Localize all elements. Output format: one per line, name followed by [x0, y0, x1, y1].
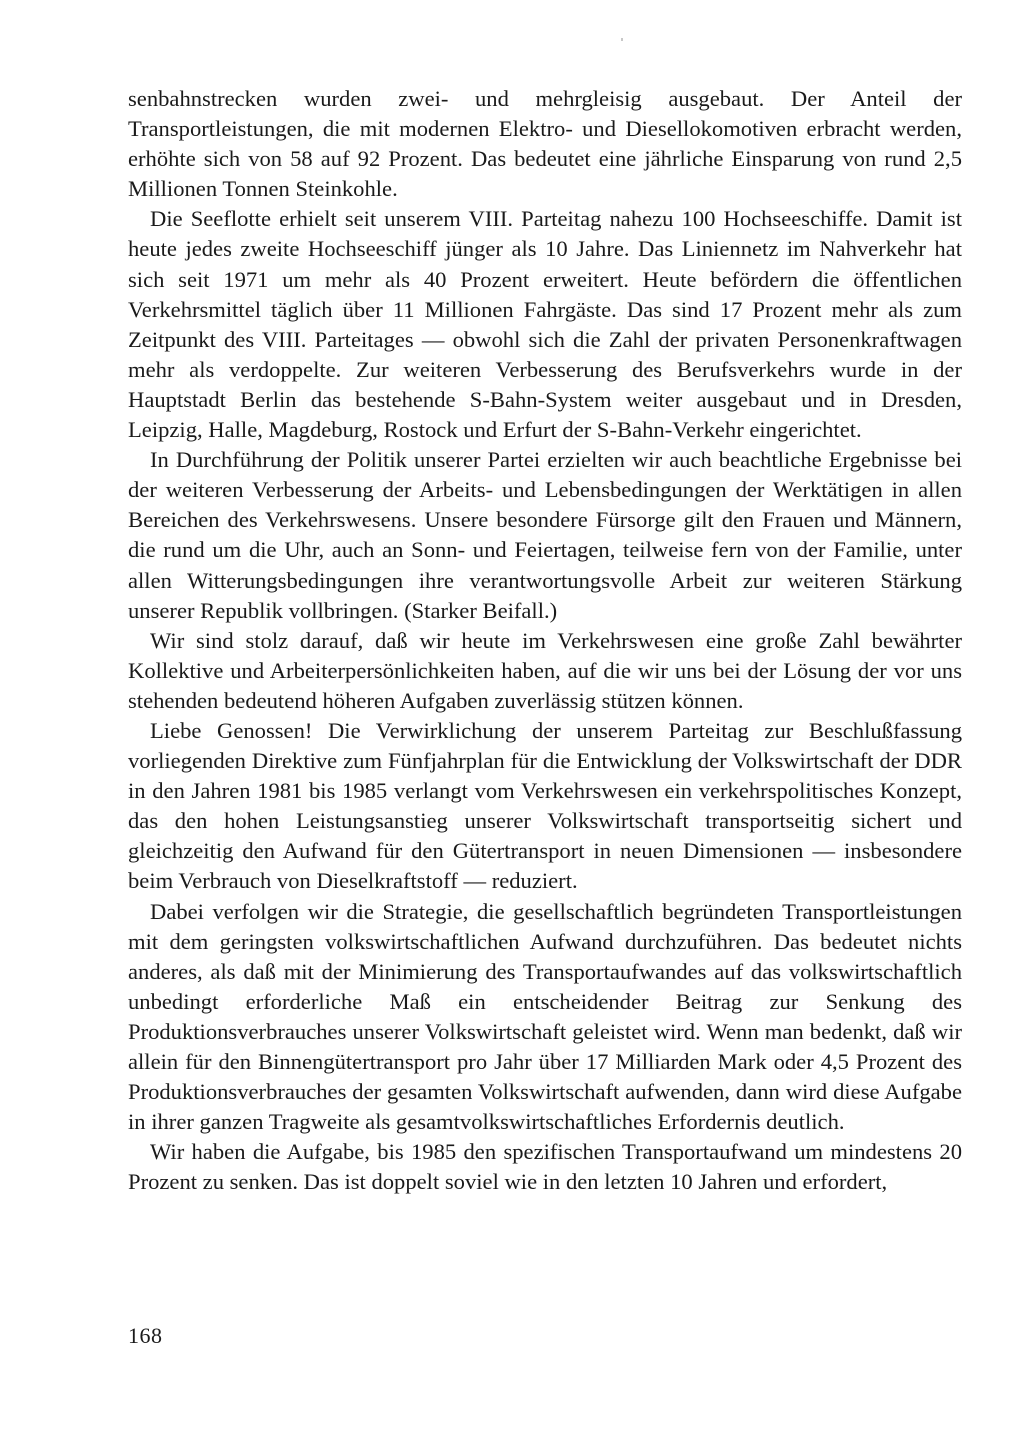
scan-speck [621, 38, 623, 41]
paragraph-5: Liebe Genossen! Die Verwirklichung der unserem Parteitag zur Beschlußfassung vorliegenden Direktive zum Fünfjahrplan für die Entwicklung der Volkswirtschaft der DDR in den Jahren 1981 bis 1985 verlangt vom Verkehrswesen ein verkehrspolitisches Konzept, das den hohen Leistungsanstieg unserer Volkswirtschaft transportseitig sichert und gleichzeitig den Aufwand für den Gütertransport in neuen Dimensionen — insbesondere beim Verbrauch von Dieselkraftstoff — reduziert. [128, 717, 962, 894]
paragraph-7: Wir haben die Aufgabe, bis 1985 den spezifischen Transportaufwand um mindestens 20 Prozent zu senken. Das ist doppelt soviel wie in den letzten 10 Jahren und erfordert, [128, 1139, 962, 1195]
body-text [128, 84, 962, 1197]
page-number: 168 [128, 1323, 163, 1348]
paragraph-6: Dabei verfolgen wir die Strategie, die gesellschaftlich begründeten Transportleistungen mit dem geringsten volkswirtschaftlichen Aufwand durchzuführen. Das bedeutet nichts anderes, als daß mit der Minimierung des Transportaufwandes auf das volkswirtschaftlich unbedingt erforderliche Maß ein entscheidender Beitrag zur Senkung des Produktionsverbrauches unserer Volkswirtschaft geleistet wird. Wenn man bedenkt, daß wir allein für den Binnengütertransport pro Jahr über 17 Milliarden Mark oder 4,5 Prozent des Produktionsverbrauches der gesamten Volkswirtschaft aufwenden, dann wird diese Aufgabe in ihrer ganzen Tragweite als gesamtvolkswirtschaftliches Erfordernis deutlich. [128, 898, 962, 1135]
paragraph-1: senbahnstrecken wurden zwei- und mehrgleisig ausgebaut. Der Anteil der Transportleistungen, die mit modernen Elektro- und Diesellokomotiven erbracht werden, erhöhte sich von 58 auf 92 Prozent. Das bedeutet eine jährliche Einsparung von rund 2,5 Millionen Tonnen Steinkohle. [128, 86, 962, 202]
paragraph-4: Wir sind stolz darauf, daß wir heute im Verkehrswesen eine große Zahl bewährter Kollektive und Arbeiterpersönlichkeiten haben, auf die wir uns bei der Lösung der vor uns stehenden bedeutend höheren Aufgaben zuverlässig stützen können. [128, 627, 962, 713]
paragraph-2: Die Seeflotte erhielt seit unserem VIII. Parteitag nahezu 100 Hochseeschiffe. Damit ist heute jedes zweite Hochseeschiff jünger als 10 Jahre. Das Liniennetz im Nahverkehr hat sich seit 1971 um mehr als 40 Prozent erweitert. Heute befördern die öffentlichen Verkehrsmittel täglich über 11 Millionen Fahrgäste. Das sind 17 Prozent mehr als zum Zeitpunkt des VIII. Parteitages — obwohl sich die Zahl der privaten Personenkraftwagen mehr als verdoppelte. Zur weiteren Verbesserung des Berufsverkehrs wurde in der Hauptstadt Berlin das bestehende S-Bahn-System weiter ausgebaut und in Dresden, Leipzig, Halle, Magdeburg, Rostock und Erfurt der S-Bahn-Verkehr eingerichtet. [128, 206, 962, 443]
paragraph-3: In Durchführung der Politik unserer Partei erzielten wir auch beachtliche Ergebnisse bei der weiteren Verbesserung der Arbeits- und Lebensbedingungen der Werktätigen in allen Bereichen des Verkehrswesens. Unsere besondere Fürsorge gilt den Frauen und Männern, die rund um die Uhr, auch an Sonn- und Feiertagen, teilweise fern von der Familie, unter allen Witterungsbedingungen ihre verantwortungsvolle Arbeit zur weiteren Stärkung unserer Republik vollbringen. (Starker Beifall.) [128, 447, 962, 623]
